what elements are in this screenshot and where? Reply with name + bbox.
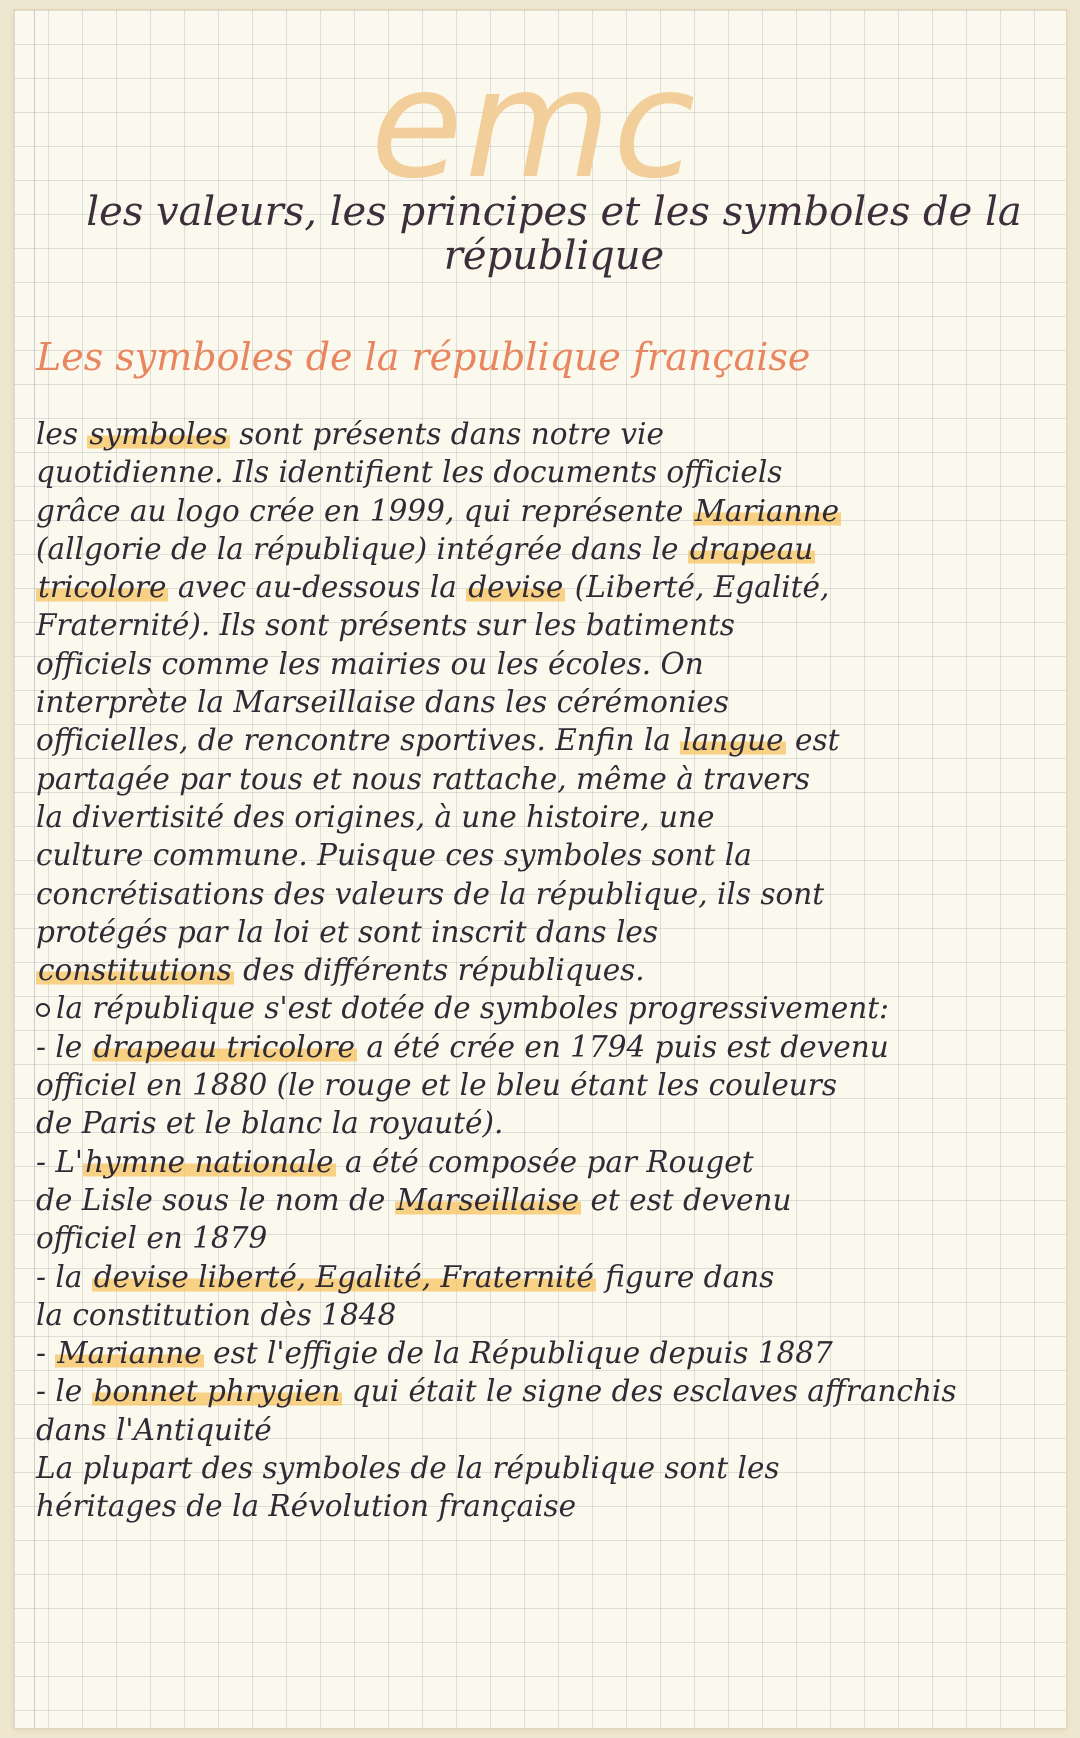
list-item-line: [36, 1372, 1056, 1410]
paragraph-line: [36, 492, 1056, 530]
text-run: avec au-dessous la: [168, 570, 467, 605]
subject-banner: emc: [370, 38, 698, 212]
list-item: [36, 1258, 1056, 1335]
list-item: [36, 1143, 1056, 1258]
paragraph-line: [36, 645, 1056, 683]
list-item-line: [36, 1258, 1056, 1296]
text-run: interprète la Marseillaise dans les cérémonies: [36, 685, 729, 720]
highlighted-term: Marianne: [57, 1336, 202, 1371]
highlighted-term: Marianne: [694, 493, 840, 528]
list-item-line: [36, 1411, 1056, 1449]
conclusion-line: [36, 1487, 1056, 1525]
highlighted-term: constitutions: [38, 953, 232, 988]
text-run: concrétisations des valeurs de la république, ils sont: [36, 876, 825, 911]
symbol-list: [36, 1028, 1056, 1449]
text-run: - la: [36, 1259, 92, 1294]
text-run: (Liberté, Egalité,: [565, 570, 830, 605]
list-item: [36, 1334, 1056, 1372]
list-item-line: [36, 1219, 1056, 1257]
highlighted-term: devise: [468, 570, 564, 605]
paragraph-line: [36, 415, 1056, 453]
text-run: de Paris et le blanc la royauté).: [36, 1106, 504, 1141]
text-run: - L': [36, 1144, 84, 1179]
text-run: partagée par tous et nous rattache, même à travers: [36, 761, 811, 796]
text-run: dans l'Antiquité: [36, 1412, 272, 1447]
text-run: officiel en 1879: [36, 1221, 268, 1256]
text-run: les: [36, 417, 88, 451]
list-item-line: [36, 1143, 1056, 1181]
paragraph-line: [36, 606, 1056, 644]
text-run: la divertisité des origines, à une histoire, une: [36, 799, 715, 834]
conclusion: [36, 1449, 1056, 1526]
page-title-line-1: les valeurs, les principes et les symboles de la: [86, 189, 1022, 235]
highlighted-term: symboles: [89, 417, 228, 451]
list-item-line: [36, 1334, 1056, 1372]
text-run: Fraternité). Ils sont présents sur les batiments: [36, 608, 735, 643]
text-run: a été composée par Rouget: [335, 1144, 754, 1179]
paragraph: [36, 415, 1056, 989]
page-title-line-2: république: [443, 233, 665, 279]
list-item-line: [36, 1181, 1056, 1219]
highlighted-term: drapeau: [689, 531, 814, 566]
text-run: de Lisle sous le nom de: [36, 1182, 395, 1217]
highlighted-term: drapeau tricolore: [93, 1029, 355, 1064]
text-run: a été crée en 1794 puis est devenu: [356, 1029, 889, 1064]
text-run: est l'effigie de la République depuis 1887: [203, 1336, 833, 1371]
paragraph-line: [36, 683, 1056, 721]
paragraph-line: [36, 836, 1056, 874]
text-run: - le: [36, 1374, 92, 1409]
highlighted-term: Marseillaise: [396, 1182, 580, 1217]
text-run: et est devenu: [581, 1182, 792, 1217]
text-run: figure dans: [595, 1259, 775, 1294]
paragraph-line: [36, 530, 1056, 568]
text-run: officiels comme les mairies ou les écoles. On: [36, 646, 704, 681]
text-run: culture commune. Puisque ces symboles sont la: [36, 838, 752, 873]
highlighted-term: bonnet phrygien: [93, 1374, 341, 1409]
highlighted-term: hymne nationale: [85, 1144, 334, 1179]
notes-body: [36, 415, 1056, 1526]
highlighted-term: devise liberté, Egalité, Fraternité: [93, 1259, 594, 1294]
paragraph-line: [36, 453, 1056, 491]
text-run: qui était le signe des esclaves affranchis: [342, 1374, 957, 1409]
text-run: La plupart des symboles de la république sont les: [36, 1451, 780, 1486]
text-run: sont présents dans notre vie: [229, 417, 664, 451]
notebook-page: [14, 10, 1066, 1728]
list-intro-line: [36, 989, 1056, 1027]
list-item: [36, 1028, 1056, 1143]
text-run: la constitution dès 1848: [36, 1297, 397, 1332]
paragraph-line: [36, 721, 1056, 759]
list-intro: la république s'est dotée de symboles progressivement:: [56, 991, 889, 1026]
paragraph-line: [36, 913, 1056, 951]
text-run: - le: [36, 1029, 92, 1064]
bullet-circle-icon: [36, 1003, 50, 1017]
text-run: -: [36, 1336, 56, 1371]
paragraph-line: [36, 951, 1056, 989]
list-item-line: [36, 1296, 1056, 1334]
highlighted-term: tricolore: [38, 570, 167, 605]
list-item-line: [36, 1028, 1056, 1066]
text-run: est: [785, 723, 840, 758]
list-item: [36, 1372, 1056, 1449]
text-run: officielles, de rencontre sportives. Enfin la: [36, 723, 681, 758]
paragraph-line: [36, 798, 1056, 836]
text-run: héritages de la Révolution française: [36, 1489, 577, 1524]
text-run: officiel en 1880 (le rouge et le bleu étant les couleurs: [36, 1068, 838, 1103]
page-title: [54, 190, 1054, 278]
conclusion-line: [36, 1449, 1056, 1487]
list-item-line: [36, 1104, 1056, 1142]
highlighted-term: langue: [682, 723, 784, 758]
text-run: des différents républiques.: [233, 953, 645, 988]
text-run: protégés par la loi et sont inscrit dans les: [36, 914, 658, 949]
text-run: grâce au logo crée en 1999, qui représente: [36, 493, 693, 528]
paragraph-line: [36, 568, 1056, 606]
text-run: quotidienne. Ils identifient les documents officiels: [36, 455, 783, 490]
text-run: (allgorie de la république) intégrée dans le: [36, 531, 688, 566]
list-item-line: [36, 1066, 1056, 1104]
paragraph-line: [36, 875, 1056, 913]
section-title: Les symboles de la république française: [36, 335, 811, 379]
paragraph-line: [36, 760, 1056, 798]
margin-line: [34, 10, 35, 1728]
